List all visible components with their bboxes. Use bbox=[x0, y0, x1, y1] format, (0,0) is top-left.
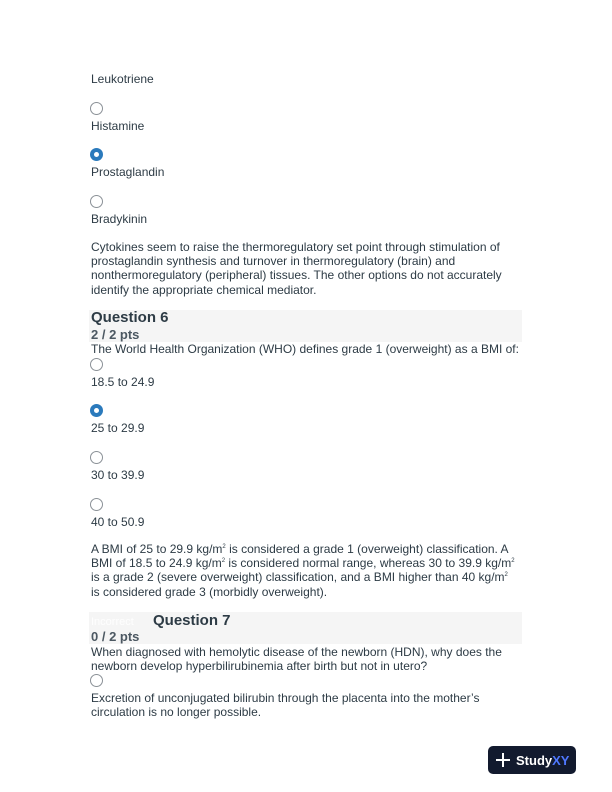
question-points: 2 / 2 pts bbox=[91, 327, 140, 342]
q6-option-radio[interactable] bbox=[90, 451, 103, 464]
q5-feedback: Cytokines seem to raise the thermoregulatory set point through stimulation of prostaglandin synthesis and turnover in thermoregulatory (brain) and nonthermoregulatory (peripheral) tissues. The other options do not accurately identify the appropriate chemical mediator. bbox=[91, 240, 502, 297]
question-prompt: The World Health Organization (WHO) defines grade 1 (overweight) as a BMI of: bbox=[91, 342, 519, 356]
superscript: 2 bbox=[511, 558, 515, 565]
q7-option-label: Excretion of unconjugated bilirubin through the placenta into the mother’s circulation is no longer possible. bbox=[91, 691, 480, 720]
q5-option-radio[interactable] bbox=[90, 195, 103, 208]
superscript: 2 bbox=[222, 544, 226, 550]
incorrect-tag: Incorrect bbox=[91, 616, 134, 628]
q5-option-label: Leukotriene bbox=[91, 72, 154, 86]
question-title: Question 7 bbox=[153, 612, 231, 629]
q5-option-radio[interactable] bbox=[90, 102, 103, 115]
q6-feedback-text: is considered normal range, whereas 30 to 39.9 kg/m bbox=[225, 556, 512, 571]
q7-option-radio[interactable] bbox=[90, 674, 103, 687]
q6-option-label: 30 to 39.9 bbox=[91, 468, 145, 482]
q5-option-radio-selected[interactable] bbox=[90, 148, 103, 161]
q6-feedback-text: is considered grade 3 (morbidly overweight). bbox=[91, 584, 328, 599]
question-prompt: When diagnosed with hemolytic disease of the newborn (HDN), why does the newborn develop hyperbilirubinemia after birth but not in utero? bbox=[91, 645, 502, 674]
q6-option-label: 18.5 to 24.9 bbox=[91, 375, 155, 389]
q6-option-label: 25 to 29.9 bbox=[91, 421, 145, 435]
brand-name: Study bbox=[516, 752, 553, 768]
q6-option-label: 40 to 50.9 bbox=[91, 515, 145, 529]
q5-option-label: Histamine bbox=[91, 119, 145, 133]
q5-option-label: Prostaglandin bbox=[91, 165, 165, 179]
plus-icon bbox=[496, 753, 510, 767]
q6-feedback bbox=[91, 542, 516, 599]
q6-option-radio-selected[interactable] bbox=[90, 404, 103, 417]
q6-feedback-text: is a grade 2 (severe overweight) classification, and a BMI higher than 40 kg/m bbox=[91, 570, 505, 585]
brand-suffix: XY bbox=[552, 752, 570, 768]
superscript: 2 bbox=[504, 572, 508, 579]
q6-feedback-text: A BMI of 25 to 29.9 kg/m bbox=[91, 542, 223, 556]
q6-option-radio[interactable] bbox=[90, 498, 103, 511]
question-points: 0 / 2 pts bbox=[91, 629, 140, 644]
studyxy-logo bbox=[488, 746, 576, 774]
superscript: 2 bbox=[221, 558, 226, 565]
question-title: Question 6 bbox=[91, 309, 169, 326]
q5-option-label: Bradykinin bbox=[91, 212, 148, 226]
q6-feedback-text: is considered a grade 1 (overweight) classification. A BMI of 18.5 to 24.9 kg/m bbox=[91, 542, 508, 571]
q6-option-radio[interactable] bbox=[90, 358, 103, 371]
